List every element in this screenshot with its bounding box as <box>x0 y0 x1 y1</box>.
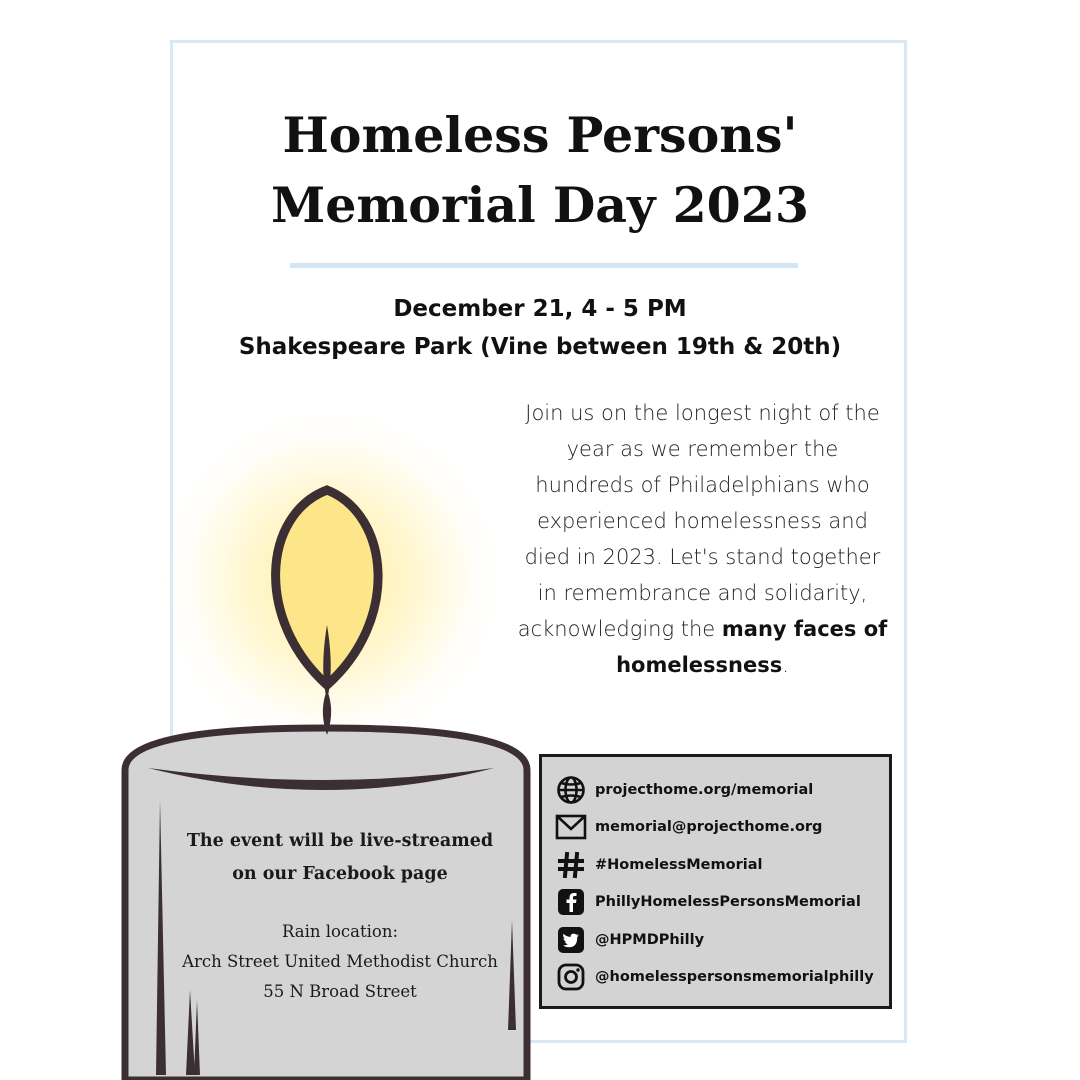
rain-venue: Arch Street United Methodist Church <box>182 952 498 971</box>
contact-email[interactable] <box>555 809 889 847</box>
event-location: Shakespeare Park (Vine between 19th & 20th) <box>238 334 842 360</box>
contact-twitter-text[interactable]: @HPMDPhilly <box>595 931 705 948</box>
instagram-icon <box>555 961 587 993</box>
contact-facebook-text[interactable]: PhillyHomelessPersonsMemorial <box>595 894 861 911</box>
event-date-time: December 21, 4 - 5 PM <box>393 296 687 322</box>
contact-instagram[interactable] <box>555 959 889 997</box>
contact-website[interactable] <box>555 771 889 809</box>
candle-note <box>165 825 515 1007</box>
title-line-2: Memorial Day 2023 <box>271 176 809 234</box>
livestream-note <box>165 825 515 891</box>
contact-hashtag-text[interactable]: #HomelessMemorial <box>595 856 763 873</box>
description-emphasis: many faces of homelessness <box>616 617 888 677</box>
title-line-1: Homeless Persons' <box>282 106 798 164</box>
rain-location <box>165 917 515 1007</box>
contact-facebook[interactable] <box>555 884 889 922</box>
rain-address: 55 N Broad Street <box>263 982 417 1001</box>
contact-twitter[interactable] <box>555 921 889 959</box>
livestream-line-2: on our Facebook page <box>232 864 448 884</box>
contact-instagram-text[interactable]: @homelesspersonsmemorialphilly <box>595 969 874 986</box>
globe-icon <box>555 774 587 806</box>
hashtag-icon <box>555 849 587 881</box>
livestream-line-1: The event will be live-streamed <box>186 831 494 851</box>
description-text: Join us on the longest night of the year as we remember the hundreds of Philadelphians who experienced homelessness and died in 2023. Let's stand together in remembrance and solidarity, acknowledging the <box>517 401 881 641</box>
contact-hashtag[interactable] <box>555 846 889 884</box>
envelope-icon <box>555 811 587 843</box>
rain-label: Rain location: <box>281 922 399 941</box>
facebook-icon <box>555 886 587 918</box>
twitter-icon <box>555 924 587 956</box>
contact-website-text[interactable]: projecthome.org/memorial <box>595 781 814 798</box>
contact-email-text[interactable]: memorial@projecthome.org <box>595 819 823 836</box>
description-end: . <box>782 653 789 677</box>
contact-box <box>539 754 892 1009</box>
